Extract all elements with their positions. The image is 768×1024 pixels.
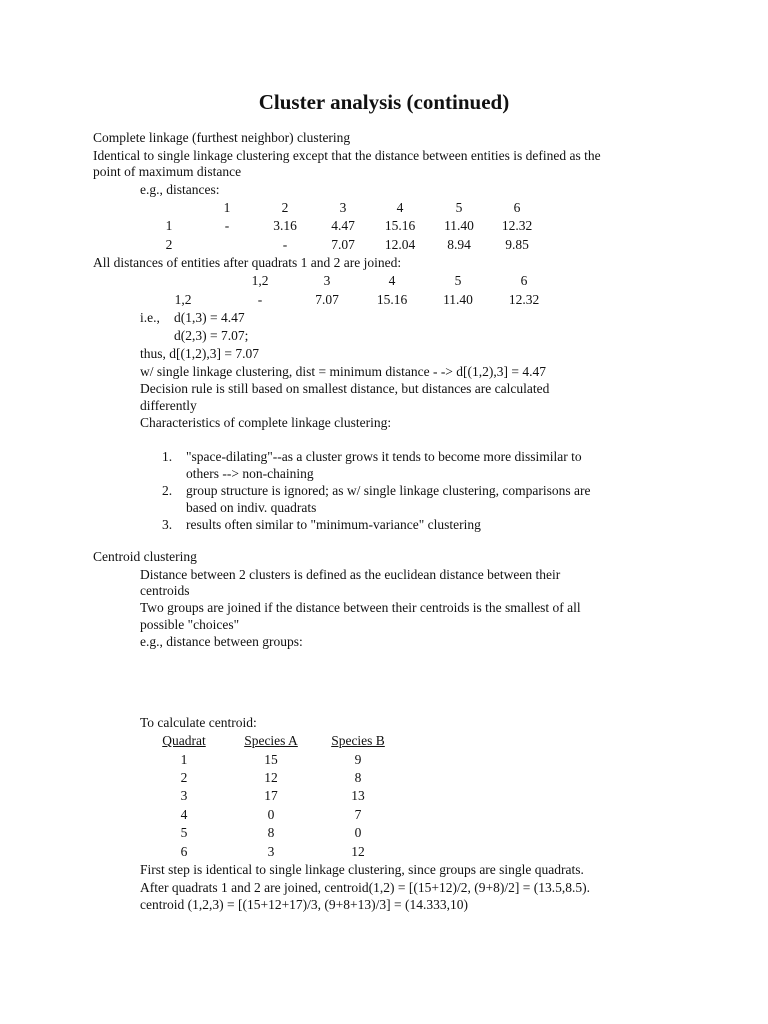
list-text-cont: others --> non-chaining	[186, 466, 314, 481]
row-label: 1,2	[174, 292, 192, 307]
complete-linkage-description: Identical to single linkage clustering except that the distance between entities is defined as the	[93, 148, 601, 163]
table-cell: 4	[180, 807, 188, 822]
table-cell: 9	[354, 752, 362, 767]
complete-linkage-heading: Complete linkage (furthest neighbor) clustering	[93, 130, 351, 145]
centroid-definition: Distance between 2 clusters is defined as the euclidean distance between their	[140, 567, 561, 582]
table-cell: 7.07	[331, 237, 355, 252]
centroid-definition-cont: centroids	[140, 583, 190, 598]
table-cell: 12.32	[501, 218, 533, 233]
list-text: group structure is ignored; as w/ single linkage clustering, comparisons are	[186, 483, 591, 498]
table-cell: -	[257, 292, 263, 307]
table-cell: 12	[351, 844, 365, 859]
table-cell: -	[224, 218, 230, 233]
table-cell: 6	[180, 844, 188, 859]
characteristics-heading: Characteristics of complete linkage clustering:	[140, 415, 392, 430]
column-header: 3	[323, 273, 331, 288]
table-cell: 1	[180, 752, 188, 767]
centroid-join-rule: Two groups are joined if the distance between their centroids is the smallest of all	[140, 600, 581, 615]
table-cell: 7	[354, 807, 362, 822]
column-header: 5	[454, 273, 462, 288]
centroid-join-rule-cont: possible "choices"	[140, 617, 240, 632]
table-cell: 15.16	[384, 218, 416, 233]
list-text: "space-dilating"--as a cluster grows it tends to become more dissimilar to	[186, 449, 582, 464]
distance-between-groups-label: e.g., distance between groups:	[140, 634, 303, 649]
complete-linkage-description-cont: point of maximum distance	[93, 164, 242, 179]
list-text-cont: based on indiv. quadrats	[186, 500, 317, 515]
row-label: 2	[165, 237, 173, 252]
table-cell: 11.40	[443, 292, 473, 307]
column-header: Quadrat	[162, 733, 206, 748]
thus-text: thus, d[(1,2),3] = 7.07	[140, 346, 259, 361]
ie-distance-1: d(1,3) = 4.47	[174, 310, 245, 325]
list-number: 1.	[162, 449, 173, 464]
table-cell: 11.40	[444, 218, 474, 233]
distances-example-label: e.g., distances:	[140, 182, 220, 197]
table-cell: 12	[264, 770, 278, 785]
list-number: 3.	[162, 517, 173, 532]
table-cell: 3.16	[273, 218, 297, 233]
decision-rule-text-cont: differently	[140, 398, 197, 413]
column-header: 1	[223, 200, 231, 215]
table-cell: 17	[264, 788, 278, 803]
table-cell: 8	[267, 825, 275, 840]
column-header: 5	[455, 200, 463, 215]
column-header: Species A	[244, 733, 298, 748]
list-number: 2.	[162, 483, 173, 498]
table-cell: 0	[354, 825, 362, 840]
table-cell: 15.16	[376, 292, 408, 307]
centroid-clustering-heading: Centroid clustering	[93, 549, 197, 564]
ie-label: i.e.,	[140, 310, 160, 325]
page-title: Cluster analysis (continued)	[258, 90, 510, 114]
table-cell: 3	[180, 788, 188, 803]
column-header: 3	[339, 200, 347, 215]
table-cell: 2	[180, 770, 188, 785]
table-cell: 4.47	[331, 218, 355, 233]
table-cell: 12.32	[508, 292, 540, 307]
table-cell: 8.94	[447, 237, 471, 252]
ie-distance-2: d(2,3) = 7.07;	[174, 328, 249, 343]
centroid-12-text: After quadrats 1 and 2 are joined, centroid(1,2) = [(15+12)/2, (9+8)/2] = (13.5,8.5).	[140, 880, 590, 895]
column-header: 6	[513, 200, 521, 215]
table-cell: 7.07	[315, 292, 339, 307]
column-header: 2	[281, 200, 289, 215]
column-header: 6	[520, 273, 528, 288]
after-joined-text: All distances of entities after quadrats 1 and 2 are joined:	[93, 255, 402, 270]
table-cell: 0	[267, 807, 275, 822]
calculate-centroid-label: To calculate centroid:	[140, 715, 257, 730]
column-header: 4	[396, 200, 404, 215]
centroid-123-text: centroid (1,2,3) = [(15+12+17)/3, (9+8+13)/3] = (14.333,10)	[140, 897, 468, 912]
decision-rule-text: Decision rule is still based on smallest distance, but distances are calculated	[140, 381, 550, 396]
table-cell: 8	[354, 770, 362, 785]
table-cell: -	[282, 237, 288, 252]
table-cell: 15	[264, 752, 278, 767]
single-linkage-comparison: w/ single linkage clustering, dist = minimum distance - -> d[(1,2),3] = 4.47	[140, 364, 547, 379]
table-cell: 12.04	[384, 237, 416, 252]
table-cell: 13	[351, 788, 365, 803]
table-cell: 3	[267, 844, 275, 859]
column-header: 4	[388, 273, 396, 288]
list-text: results often similar to "minimum-variance" clustering	[186, 517, 481, 532]
first-step-text: First step is identical to single linkage clustering, since groups are single quadrats.	[140, 862, 584, 877]
table-cell: 5	[180, 825, 188, 840]
row-label: 1	[165, 218, 173, 233]
column-header: 1,2	[251, 273, 269, 288]
table-cell: 9.85	[505, 237, 529, 252]
column-header: Species B	[331, 733, 385, 748]
